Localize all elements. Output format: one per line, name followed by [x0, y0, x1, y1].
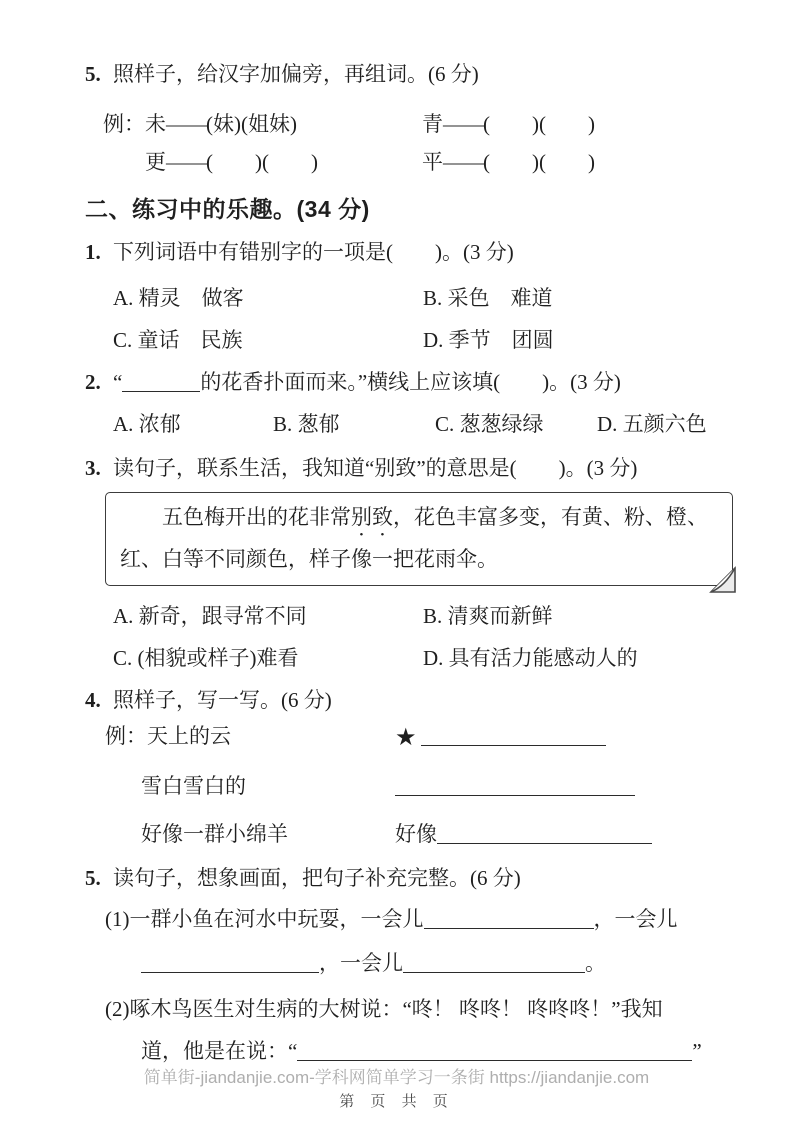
question-number: 3. [85, 456, 101, 480]
sentence-text: ，一会儿 [593, 907, 678, 931]
section-title: 二、练习中的乐趣。(34 分) [85, 196, 370, 222]
option-c: C. (相貌或样子)难看 [113, 646, 299, 670]
radical-item-ping [422, 146, 743, 178]
blank-line [421, 724, 606, 746]
sentence-text: (2)啄木鸟医生对生病的大树说：“咚！ 咚咚！ 咚咚咚！”我知 [105, 997, 663, 1021]
radical-item-geng [85, 146, 422, 178]
option-b: B. 葱郁 [273, 412, 340, 436]
example-phrase: 雪白雪白的 [141, 774, 246, 798]
passage-before: 五色梅开出的花非常 [162, 505, 351, 529]
radical-row-1 [85, 108, 743, 140]
question-title [113, 366, 743, 398]
q5-sub1-line2 [85, 946, 743, 980]
long-dash: —— [443, 150, 483, 174]
open-quote: “ [113, 370, 123, 394]
radical-item-qing [422, 108, 743, 140]
question-title: 读句子，想象画面，把句子补充完整。(6 分) [113, 866, 521, 890]
question-text: 的花香扑面而来。”横线上应该填( )。(3 分) [200, 370, 621, 394]
sentence-end: 。 [585, 951, 606, 975]
base-character: 更 [145, 150, 166, 174]
answer-parens: ( )( ) [483, 112, 595, 136]
option-a: A. 精灵 做客 [113, 286, 244, 310]
question-title: 下列词语中有错别字的一项是( )。(3 分) [113, 240, 514, 264]
question-number: 2. [85, 370, 101, 394]
base-character: 青 [422, 112, 443, 136]
answer-area [395, 818, 652, 850]
q4-row-1 [85, 720, 743, 754]
passage-text [120, 499, 718, 577]
option-c: C. 童话 民族 [113, 328, 243, 352]
question-number: 5. [85, 62, 101, 86]
emphasized-word: 别致 [351, 505, 393, 529]
answer-area [395, 720, 606, 754]
sentence-text: (1)一群小鱼在河水中玩耍，一会儿 [105, 907, 424, 931]
q2-options [85, 408, 743, 440]
question-write-like-example [85, 684, 743, 716]
blank-line [122, 370, 200, 392]
question-add-radical [85, 58, 743, 90]
blank-line [403, 951, 585, 973]
radical-row-2 [85, 146, 743, 178]
option-d: D. 季节 团圆 [423, 328, 554, 352]
answer-prefix: 好像 [395, 822, 437, 846]
page-footer [0, 1066, 793, 1114]
footer-site-line: 简单街-jiandanjie.com-学科网简单学习一条街 https://jiandanjie.com [143, 1068, 650, 1087]
question-number: 4. [85, 688, 101, 712]
answer-area [395, 770, 635, 802]
option-b: B. 采色 难道 [423, 286, 553, 310]
answer-parens: ( )( ) [483, 150, 595, 174]
q3-options [85, 600, 743, 674]
question-word-meaning [85, 452, 743, 484]
star-icon: ★ [395, 725, 417, 751]
page-curl-icon [709, 566, 737, 594]
q5-sub1-line1 [85, 902, 743, 936]
option-a: A. 新奇，跟寻常不同 [113, 604, 307, 628]
example-answer: (妹)(姐妹) [206, 112, 297, 136]
option-d: D. 具有活力能感动人的 [423, 646, 638, 670]
long-dash: —— [166, 112, 206, 136]
question-number: 1. [85, 240, 101, 264]
option-a: A. 浓郁 [113, 412, 181, 436]
option-d: D. 五颜六色 [597, 412, 707, 436]
blank-line [297, 1039, 692, 1061]
q5-sub2-line1 [85, 992, 743, 1026]
question-typo-choice [85, 236, 743, 268]
q4-row-2 [85, 770, 743, 802]
sentence-text: 道，他是在说：“ [141, 1039, 298, 1063]
example-phrase: 例：天上的云 [105, 724, 231, 748]
long-dash: —— [166, 150, 206, 174]
answer-parens: ( )( ) [206, 150, 318, 174]
question-fill-word-choice [85, 366, 743, 398]
q1-options [85, 282, 743, 356]
option-c: C. 葱葱绿绿 [435, 412, 544, 436]
radical-example [85, 108, 422, 140]
question-number: 5. [85, 866, 101, 890]
blank-line [424, 907, 594, 929]
question-title: 照样子，写一写。(6 分) [113, 688, 332, 712]
question-title: 读句子，联系生活，我知道“别致”的意思是( )。(3 分) [113, 456, 638, 480]
sentence-text: ，一会儿 [319, 951, 403, 975]
blank-line [437, 822, 652, 844]
option-b: B. 清爽而新鲜 [423, 604, 553, 628]
q4-row-3 [85, 818, 743, 850]
blank-line [141, 951, 319, 973]
example-phrase: 好像一群小绵羊 [141, 822, 288, 846]
example-prefix: 例：未 [103, 112, 166, 136]
long-dash: —— [443, 112, 483, 136]
blank-line [395, 774, 635, 796]
base-character: 平 [422, 150, 443, 174]
question-title: 照样子，给汉字加偏旁，再组词。(6 分) [113, 62, 479, 86]
question-complete-sentences [85, 862, 743, 894]
passage-after: ，花色丰富多变，有黄、粉、橙、红、白等不同颜色，样子像一把花雨伞。 [120, 505, 708, 571]
close-quote: ” [692, 1039, 702, 1063]
q5-sub2-line2 [85, 1034, 743, 1068]
reading-passage-box [105, 492, 733, 586]
footer-page-number: 第 页 共 页 [339, 1093, 454, 1110]
